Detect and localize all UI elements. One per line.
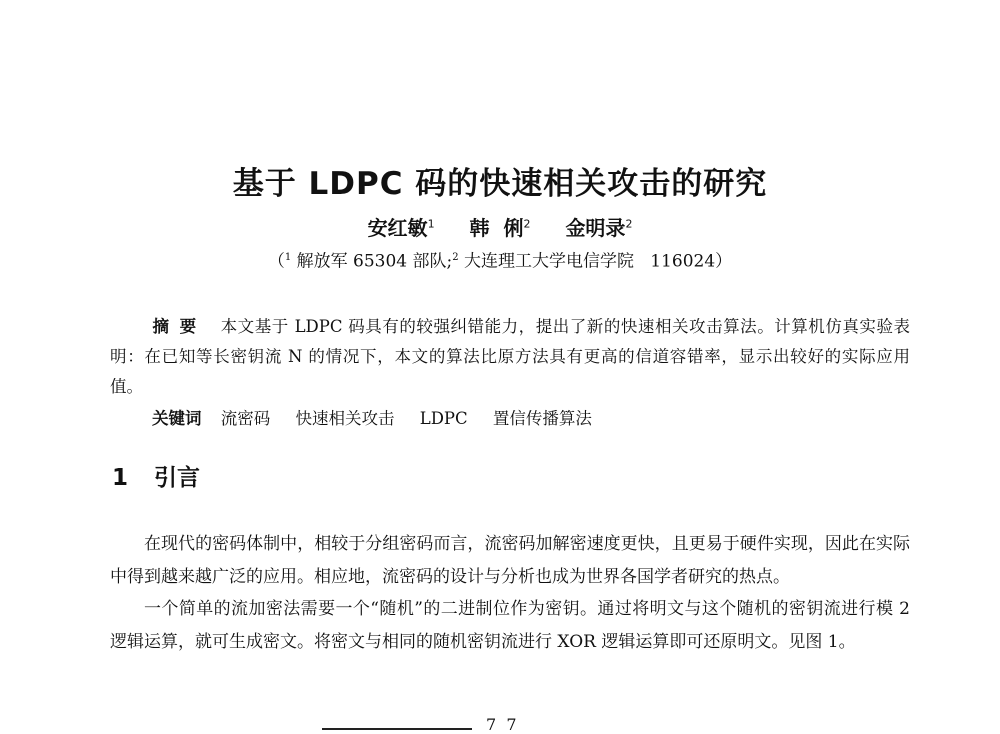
author-name: 金明录	[565, 215, 626, 240]
keyword: 置信传播算法	[492, 409, 592, 428]
body-text	[110, 528, 910, 658]
affil-mark-1: 1	[284, 252, 292, 263]
author-affil-mark: 2	[625, 217, 633, 230]
paragraph: 一个简单的流加密法需要一个“随机”的二进制位作为密钥。通过将明文与这个随机的密钥流进行模 2 逻辑运算，就可生成密文。将密文与相同的随机密钥流进行 XOR 逻辑运算即可还原明文。见图 1。	[110, 599, 910, 652]
page-number: 7 7	[486, 715, 517, 734]
author-list	[0, 210, 1000, 242]
paper-title: 基于 LDPC 码的快速相关攻击的研究	[232, 166, 768, 202]
author-name: 安红敏	[367, 215, 428, 240]
author-3	[565, 216, 632, 240]
keywords	[152, 404, 612, 434]
keyword: LDPC	[419, 409, 468, 428]
section-title: 引言	[154, 465, 201, 491]
affil-org-2: 大连理工大学电信学院 116024）	[458, 251, 733, 272]
abstract-text: 本文基于 LDPC 码具有的较强纠错能力，提出了新的快速相关攻击算法。计算机仿真实验表明：在已知等长密钥流 N 的情况下，本文的算法比原方法具有更高的信道容错率，显示出较好的实际应用值。	[110, 317, 911, 396]
paragraph: 在现代的密码体制中，相较于分组密码而言，流密码加解密速度更快，且更易于硬件实现，因此在实际中得到越来越广泛的应用。相应地，流密码的设计与分析也成为世界各国学者研究的热点。	[110, 534, 910, 587]
author-2	[470, 216, 531, 240]
footer-rule	[322, 728, 472, 730]
author-affil-mark: 1	[427, 217, 435, 230]
keyword: 流密码	[220, 409, 271, 428]
author-affil-mark: 2	[523, 217, 531, 230]
abstract-label: 摘要	[152, 317, 207, 336]
abstract	[110, 312, 910, 402]
keywords-label: 关键词	[152, 409, 202, 428]
author-1	[368, 216, 435, 240]
affil-open: （	[267, 251, 285, 272]
section-heading	[112, 462, 200, 494]
affil-mark-2: 2	[452, 252, 459, 263]
section-number: 1	[112, 465, 129, 491]
affiliation	[0, 246, 1000, 274]
author-name: 韩 俐	[469, 215, 524, 240]
keyword: 快速相关攻击	[295, 409, 395, 428]
affil-org-1: 解放军 65304 部队;	[291, 251, 453, 272]
